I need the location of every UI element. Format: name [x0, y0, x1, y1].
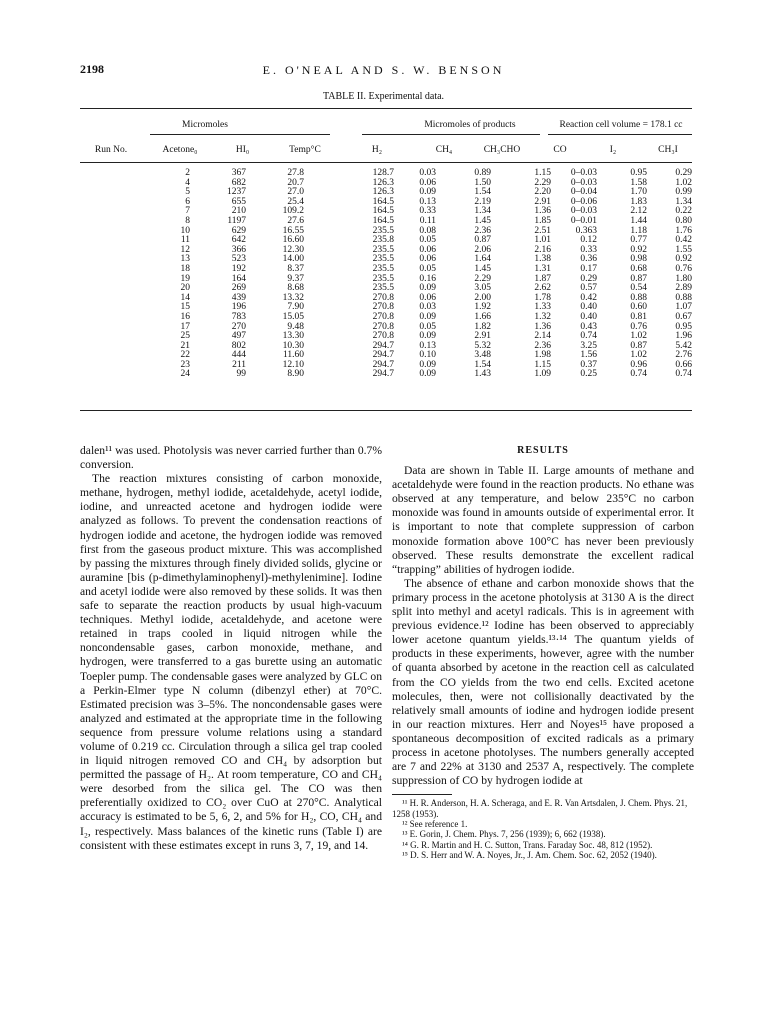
table-cell: 0.95: [630, 168, 647, 178]
table-cell: 1.43: [474, 369, 491, 380]
table-cell: 0–0.06: [570, 196, 597, 207]
table-header-rule: [80, 162, 692, 163]
table-cell: 0.67: [675, 311, 692, 322]
page-number: 2198: [80, 62, 104, 76]
table-cell: 9.37: [287, 273, 304, 284]
row-spacer: [80, 265, 108, 275]
table-cell: 270: [231, 321, 246, 332]
table-cell: 7.90: [287, 302, 304, 313]
column-header-i2: I₂: [609, 145, 617, 155]
table-cell: 0.29: [580, 273, 597, 284]
table-cell: 642: [231, 235, 246, 246]
table-cell: 22: [180, 350, 190, 361]
table-cell: 0.95: [675, 321, 692, 332]
table-cell: 2.06: [474, 244, 491, 255]
column-header-acetone: Acetone₀: [162, 145, 198, 155]
table-cell: 0.33: [580, 244, 597, 255]
table-cell: 0.74: [630, 369, 647, 380]
row-spacer: [80, 303, 108, 313]
table-cell: 439: [231, 292, 246, 303]
table-cell: 0.74: [580, 331, 597, 342]
table-cell: 235.8: [372, 235, 394, 246]
table-cell: 0.09: [419, 311, 436, 322]
column-header-ch4: CH₄: [435, 145, 453, 155]
table-cell: 0.68: [630, 263, 647, 274]
table-cell: 0.89: [474, 168, 491, 178]
group-header-reaction-cell-underline: [548, 134, 692, 135]
table-cell: 10.30: [282, 340, 304, 351]
paragraph: dalen¹¹ was used. Photolysis was never carried further than 0.7% conversion.: [80, 444, 382, 472]
table-bottom-rule: [80, 410, 692, 411]
table-cell: 0.05: [419, 263, 436, 274]
table-cell: 1.02: [630, 331, 647, 342]
table-cell: 3.05: [474, 283, 491, 294]
table-cell: 0.87: [474, 235, 491, 246]
footnote: ¹⁵ D. S. Herr and W. A. Noyes, Jr., J. Am. Chem. Soc. 62, 2052 (1940).: [402, 850, 657, 861]
row-spacer: [80, 217, 108, 227]
table-cell: 164: [231, 273, 246, 284]
table-cell: 21: [180, 340, 190, 351]
table-cell: 0.81: [630, 311, 647, 322]
table-cell: 235.5: [372, 263, 394, 274]
table-cell: 0.22: [675, 206, 692, 217]
table-cell: 294.7: [372, 359, 394, 370]
table-cell: 1.78: [534, 292, 551, 303]
table-cell: 270.8: [372, 311, 394, 322]
table-cell: 211: [232, 359, 246, 370]
table-cell: 1197: [227, 215, 246, 226]
table-cell: 235.5: [372, 283, 394, 294]
table-cell: 0.60: [630, 302, 647, 313]
table-cell: 367: [231, 168, 246, 178]
table-cell: 0.96: [630, 359, 647, 370]
table-cell: 0.06: [419, 254, 436, 265]
left-text-column: [80, 444, 382, 853]
row-spacer: [80, 294, 108, 304]
table-cell: 27.6: [287, 215, 304, 226]
table-cell: 497: [231, 331, 246, 342]
column-header-temp: Temp°C: [289, 145, 321, 155]
footnotes: [392, 798, 694, 860]
table-cell: 1.02: [675, 177, 692, 188]
table-cell: 0.08: [419, 225, 436, 236]
table-cell: 1237: [227, 187, 246, 198]
table-cell: 0.42: [675, 235, 692, 246]
table-cell: 15.05: [282, 311, 304, 322]
table-cell: 5: [185, 187, 190, 198]
table-cell: 0.98: [630, 254, 647, 265]
table-cell: 783: [231, 311, 246, 322]
table-cell: 1.36: [534, 206, 551, 217]
table-cell: 8.37: [287, 263, 304, 274]
table-cell: 2.36: [534, 340, 551, 351]
table-cell: 16: [180, 311, 190, 322]
table-cell: 2.29: [474, 273, 491, 284]
table-cell: 6: [185, 196, 190, 207]
group-header-products-underline: [362, 134, 540, 135]
row-spacer: [80, 361, 108, 371]
table-cell: 0.99: [675, 187, 692, 198]
row-spacer: [80, 227, 108, 237]
section-heading: RESULTS: [517, 445, 569, 456]
table-cell: 17: [180, 321, 190, 332]
table-cell: 1.38: [534, 254, 551, 265]
table-cell: 0–0.04: [570, 187, 597, 198]
table-cell: 0.16: [419, 273, 436, 284]
table-cell: 1.66: [474, 311, 491, 322]
column-header-run-no: Run No.: [94, 145, 128, 155]
table-cell: 1.44: [630, 215, 647, 226]
table-cell: 1.09: [534, 369, 551, 380]
table-cell: 1.45: [474, 215, 491, 226]
column-header-ch3cho: CH₃CHO: [483, 145, 521, 155]
table-cell: 0.33: [419, 206, 436, 217]
table-cell: 2.00: [474, 292, 491, 303]
table-cell: 0.10: [419, 350, 436, 361]
table-cell: 19: [180, 273, 190, 284]
group-header-micromoles-underline: [150, 134, 330, 135]
table-cell: 1.70: [630, 187, 647, 198]
table-cell: 0.76: [675, 263, 692, 274]
row-spacer: [80, 207, 108, 217]
row-spacer: [80, 342, 108, 352]
table-cell: 1.01: [534, 235, 551, 246]
table-cell: 164.5: [372, 206, 394, 217]
table-cell: 1.15: [534, 359, 551, 370]
table-cell: 523: [231, 254, 246, 265]
table-cell: 109.2: [282, 206, 304, 217]
table-cell: 1.54: [474, 359, 491, 370]
table-cell: 14: [180, 292, 190, 303]
table-cell: 0.40: [580, 311, 597, 322]
table-cell: 16.55: [282, 225, 304, 236]
table-cell: 15: [180, 302, 190, 313]
table-cell: 1.54: [474, 187, 491, 198]
table-cell: 13.32: [282, 292, 304, 303]
table-cell: 802: [231, 340, 246, 351]
table-cell: 655: [231, 196, 246, 207]
row-spacer: [80, 370, 108, 380]
table-cell: 0.42: [580, 292, 597, 303]
table-cell: 2.12: [630, 206, 647, 217]
table-cell: 0.363: [575, 225, 597, 236]
table-cell: 0.66: [675, 359, 692, 370]
table-cell: 25.4: [287, 196, 304, 207]
table-cell: 128.7: [372, 168, 394, 178]
table-cell: 12.10: [282, 359, 304, 370]
table-cell: 20.7: [287, 177, 304, 188]
table-cell: 8.68: [287, 283, 304, 294]
table-cell: 0.09: [419, 283, 436, 294]
table-cell: 444: [231, 350, 246, 361]
table-cell: 1.45: [474, 263, 491, 274]
column-header-co: CO: [553, 145, 567, 155]
table-cell: 294.7: [372, 340, 394, 351]
table-cell: 126.3: [372, 187, 394, 198]
right-text-column: [392, 444, 694, 861]
table-title: TABLE II. Experimental data.: [322, 91, 445, 102]
table-cell: 0.36: [580, 254, 597, 265]
table-cell: 0.17: [580, 263, 597, 274]
table-cell: 2: [185, 168, 190, 178]
table-cell: 0.92: [630, 244, 647, 255]
row-spacer: [80, 275, 108, 285]
table-cell: 0.06: [419, 292, 436, 303]
table-cell: 0.03: [419, 168, 436, 178]
row-spacer: [80, 255, 108, 265]
table-cell: 0.12: [580, 235, 597, 246]
table-cell: 10: [180, 225, 190, 236]
table-cell: 0.05: [419, 235, 436, 246]
table-row: [80, 370, 692, 380]
table-cell: 269: [231, 283, 246, 294]
table-cell: 235.5: [372, 225, 394, 236]
table-cell: 1.32: [534, 311, 551, 322]
table-cell: 0.09: [419, 359, 436, 370]
table-cell: 1.34: [474, 206, 491, 217]
table-cell: 2.19: [474, 196, 491, 207]
table-cell: 1.80: [675, 273, 692, 284]
table-cell: 2.51: [534, 225, 551, 236]
table-cell: 18: [180, 263, 190, 274]
table-cell: 0.74: [675, 369, 692, 380]
table-cell: 0.06: [419, 244, 436, 255]
table-cell: 5.42: [675, 340, 692, 351]
table-cell: 0.25: [580, 369, 597, 380]
footnote: ¹¹ H. R. Anderson, H. A. Scheraga, and E. R. Van Artsdalen, J. Chem. Phys. 21, 1258 (1953).: [392, 798, 688, 819]
table-cell: 1.34: [675, 196, 692, 207]
table-cell: 270.8: [372, 331, 394, 342]
table-cell: 294.7: [372, 350, 394, 361]
table-cell: 235.5: [372, 244, 394, 255]
table-cell: 7: [185, 206, 190, 217]
table-cell: 0–0.03: [570, 177, 597, 188]
paragraph: Data are shown in Table II. Large amounts of methane and acetaldehyde were found in the reaction products. No ethane was observed at any temperature, and below 235°C no carbon monoxide was found in amounts outside of experimental error. It is important to note that complete suppression of carbon monoxide formation above 100°C has never been previously observed. These results demonstrate the excellent radical “trapping” abilities of hydrogen iodide.: [392, 464, 694, 576]
table-cell: 0.57: [580, 283, 597, 294]
table-cell: 27.0: [287, 187, 304, 198]
footnote-rule: [392, 794, 452, 795]
table-cell: 99: [236, 369, 246, 380]
paragraph: The absence of ethane and carbon monoxide shows that the primary process in the acetone photolysis at 3130 A is the direct split into methyl and acetyl radicals. This is in agreement with previous evidence.¹² Iodine has been observed to appreciably lower acetone quantum yields.¹³·¹⁴ The quantum yields of products in these experiments, however, agree with the number of quanta absorbed by acetone in the reaction cell as calculated from the CO yields from the two end cells. Excited acetone molecules, then, were not collisionally deactivated by the relatively small amounts of iodine and hydrogen iodide present in our reaction mixtures. Herr and Noyes¹⁵ have proposed a spontaneous decomposition of excited radicals as a primary process in acetone photolyses. The numbers generally accepted are 7 and 22% at 3130 and 2537 A, respectively. The complete suppression of CO by hydrogen iodide at: [392, 576, 694, 788]
table-cell: 0.76: [630, 321, 647, 332]
table-cell: 14.00: [282, 254, 304, 265]
paragraph: The reaction mixtures consisting of carbon monoxide, methane, hydrogen, methyl iodide, acetaldehyde, acetyl iodide, iodine, and unreacted acetone and hydrogen iodide were analyzed as follows. To prevent the condensation reactions of hydrogen iodide and acetone, the hydrogen iodide was removed first from the gaseous product mixture. This was accomplished by passing the mixtures through finely divided solids, glycine or auramine [bis (p-dimethylaminophenyl)-methylenimine]. Iodine and acetyl iodide were also removed by these solids. It was then safe to separate the reaction products by usual high-vacuum techniques. Methyl iodide, acetaldehyde, and acetone were retained in traps cooled in liquid nitrogen while the noncondensable gases, carbon monoxide, methane, and hydrogen, were transferred to a gas burette using an automatic Toepler pump. The condensable gases were analyzed by GLC on a Perkin-Elmer type N column (dibenzyl ether) at 70°C. Estimated precision was 3–5%. The noncondensable gases were analyzed and estimated at the appropriate time in the following sequence from pressure volume relations using a standard volume of 0.219 cc. Circulation through a silica gel trap cooled in liquid nitrogen removed CO and CH₄ by adsorption but permitted the passage of H₂. At room temperature, CO and CH₄ were desorbed from the silica gel. The CO was then preferentially oxidized to CO₂ over CuO at 270°C. Analytical accuracy is estimated to be 5, 6, 2, and 5% for H₂, CO, CH₄ and I₂, respectively. Mass balances of the kinetic runs (Table I) are consistent with these estimates except in runs 3, 7, 19, and 14.: [80, 472, 382, 852]
table-cell: 1.98: [534, 350, 551, 361]
table-cell: 0.03: [419, 302, 436, 313]
table-cell: 270.8: [372, 302, 394, 313]
table-cell: 1.18: [630, 225, 647, 236]
table-cell: 0.11: [419, 215, 436, 226]
column-header-h2: H₂: [371, 145, 383, 155]
table-cell: 0.29: [675, 168, 692, 178]
table-cell: 1.02: [630, 350, 647, 361]
table-cell: 0.87: [630, 273, 647, 284]
table-cell: 9.48: [287, 321, 304, 332]
column-header-ch3i: CH₃I: [658, 145, 678, 155]
table-cell: 16.60: [282, 235, 304, 246]
table-cell: 0.87: [630, 340, 647, 351]
table-cell: 164.5: [372, 215, 394, 226]
table-cell: 0.40: [580, 302, 597, 313]
table-cell: 2.89: [675, 283, 692, 294]
row-spacer: [80, 246, 108, 256]
table-cell: 0–0.01: [570, 215, 597, 226]
table-cell: 3.48: [474, 350, 491, 361]
row-spacer: [80, 179, 108, 189]
table-cell: 1.83: [630, 196, 647, 207]
table-cell: 2.14: [534, 331, 551, 342]
table-cell: 1.15: [534, 168, 551, 178]
table-cell: 0–0.03: [570, 168, 597, 178]
table-cell: 2.91: [534, 196, 551, 207]
table-cell: 0.77: [630, 235, 647, 246]
table-cell: 1.82: [474, 321, 491, 332]
table-cell: 192: [231, 263, 246, 274]
row-spacer: [80, 236, 108, 246]
row-spacer: [80, 351, 108, 361]
row-spacer: [80, 323, 108, 333]
table-cell: 164.5: [372, 196, 394, 207]
table-cell: 0.09: [419, 331, 436, 342]
table-cell: 2.16: [534, 244, 551, 255]
table-cell: 270.8: [372, 292, 394, 303]
table-cell: 3.25: [580, 340, 597, 351]
table-cell: 4: [185, 177, 190, 188]
table-cell: 13: [180, 254, 190, 265]
table-cell: 1.58: [630, 177, 647, 188]
table-cell: 294.7: [372, 369, 394, 380]
group-header-products: Micromoles of products: [424, 120, 516, 130]
row-spacer: [80, 169, 108, 179]
table-cell: 0–0.03: [570, 206, 597, 217]
table-cell: 0.06: [419, 177, 436, 188]
table-cell: 0.09: [419, 187, 436, 198]
table-cell: 1.87: [534, 273, 551, 284]
group-header-micromoles: Micromoles: [182, 120, 228, 130]
table-cell: 270.8: [372, 321, 394, 332]
row-spacer: [80, 332, 108, 342]
table-cell: 20: [180, 283, 190, 294]
table-cell: 8: [185, 215, 190, 226]
row-spacer: [80, 313, 108, 323]
table-cell: 0.43: [580, 321, 597, 332]
table-cell: 235.5: [372, 254, 394, 265]
table-cell: 2.36: [474, 225, 491, 236]
table-cell: 0.05: [419, 321, 436, 332]
table-cell: 1.56: [580, 350, 597, 361]
table-cell: 12: [180, 244, 190, 255]
table-cell: 11: [180, 235, 190, 246]
table-cell: 0.88: [630, 292, 647, 303]
data-table: [80, 169, 692, 380]
table-cell: 2.20: [534, 187, 551, 198]
table-cell: 12.30: [282, 244, 304, 255]
table-cell: 23: [180, 359, 190, 370]
table-cell: 13.30: [282, 331, 304, 342]
table-cell: 0.09: [419, 369, 436, 380]
table-cell: 1.55: [675, 244, 692, 255]
table-cell: 11.60: [282, 350, 304, 361]
table-cell: 1.85: [534, 215, 551, 226]
table-cell: 235.5: [372, 273, 394, 284]
table-cell: 0.37: [580, 359, 597, 370]
row-spacer: [80, 198, 108, 208]
table-cell: 1.76: [675, 225, 692, 236]
table-cell: 1.92: [474, 302, 491, 313]
table-cell: 0.13: [419, 196, 436, 207]
table-cell: 682: [231, 177, 246, 188]
row-spacer: [80, 188, 108, 198]
table-cell: 1.31: [534, 263, 551, 274]
table-cell: 1.50: [474, 177, 491, 188]
footnote: ¹³ E. Gorin, J. Chem. Phys. 7, 256 (1939); 6, 662 (1938).: [402, 829, 606, 840]
group-header-reaction-cell: Reaction cell volume = 178.1 cc: [559, 120, 683, 130]
footnote: ¹² See reference 1.: [402, 819, 468, 830]
row-spacer: [80, 284, 108, 294]
table-cell: 210: [231, 206, 246, 217]
table-cell: 196: [231, 302, 246, 313]
table-cell: 1.36: [534, 321, 551, 332]
table-cell: 1.33: [534, 302, 551, 313]
table-cell: 629: [231, 225, 246, 236]
table-cell: 126.3: [372, 177, 394, 188]
table-cell: 2.29: [534, 177, 551, 188]
table-cell: 0.54: [630, 283, 647, 294]
column-header-hi: HI₀: [235, 145, 250, 155]
table-cell: 2.62: [534, 283, 551, 294]
table-cell: 0.88: [675, 292, 692, 303]
table-cell: 0.13: [419, 340, 436, 351]
table-cell: 1.64: [474, 254, 491, 265]
table-cell: 25: [180, 331, 190, 342]
running-head: E. O'NEAL AND S. W. BENSON: [262, 63, 505, 77]
table-cell: 0.80: [675, 215, 692, 226]
table-top-rule: [80, 108, 692, 109]
table-cell: 27.8: [287, 168, 304, 178]
table-cell: 366: [231, 244, 246, 255]
table-cell: 2.76: [675, 350, 692, 361]
table-cell: 8.90: [287, 369, 304, 380]
table-cell: 1.96: [675, 331, 692, 342]
table-cell: 0.92: [675, 254, 692, 265]
table-cell: 24: [180, 369, 190, 380]
footnote: ¹⁴ G. R. Martin and H. C. Sutton, Trans. Faraday Soc. 48, 812 (1952).: [402, 839, 653, 850]
table-cell: 2.91: [474, 331, 491, 342]
table-cell: 1.07: [675, 302, 692, 313]
table-cell: 5.32: [474, 340, 491, 351]
